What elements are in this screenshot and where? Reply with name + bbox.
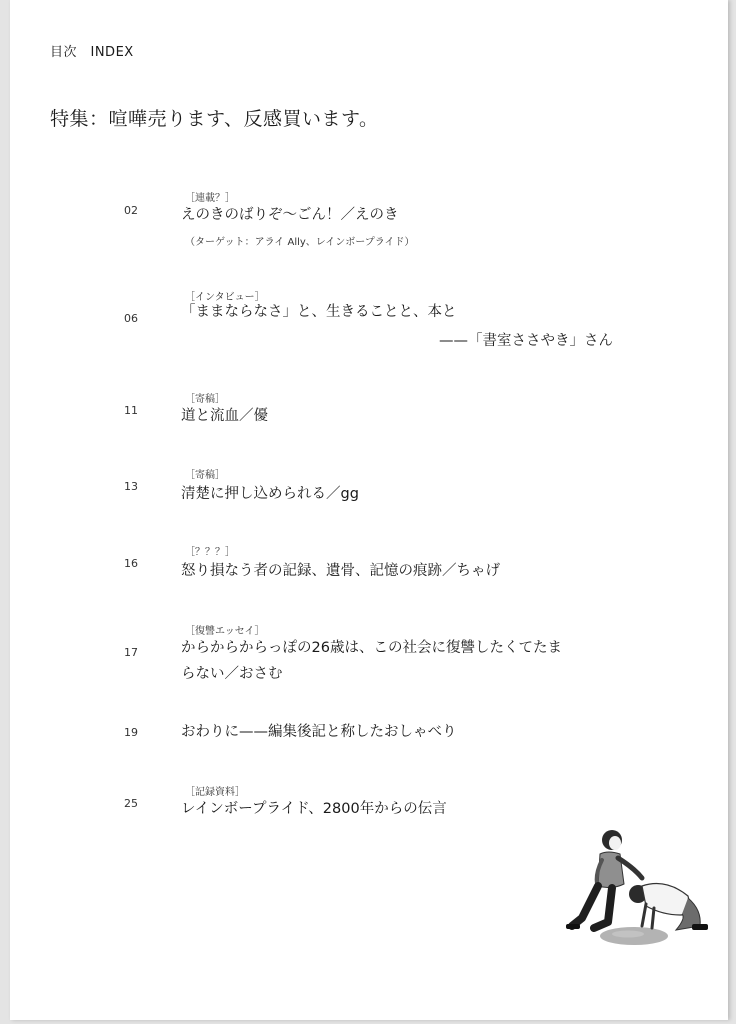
entry-title: おわりに——編集後記と称したおしゃべり (181, 724, 457, 740)
entry-title-continued: ——「書室ささやき」さん (439, 333, 613, 349)
two-figures-illustration (542, 826, 712, 956)
figure-left-legs (572, 886, 612, 928)
entry-category: ［復讐エッセイ］ (185, 626, 265, 637)
figure-right-shoe (692, 924, 708, 930)
entry-title: レインボープライド、2800年からの伝言 (181, 801, 447, 817)
page-number: 11 (124, 404, 138, 417)
page-number: 17 (124, 646, 138, 659)
figure-left-face (609, 836, 621, 850)
entry-title: 「ままならなさ」と、生きることと、本と (181, 304, 457, 320)
entry-category: ［？？？］ (185, 547, 235, 558)
entry-category: ［寄稿］ (185, 394, 225, 405)
page-number: 02 (124, 204, 138, 217)
entry-title: からからからっぽの26歳は、この社会に復讐したくてたま (181, 640, 562, 656)
page-number: 19 (124, 726, 138, 739)
page-number: 06 (124, 312, 138, 325)
puddle-highlight (612, 931, 644, 938)
entry-category: ［寄稿］ (185, 470, 225, 481)
entry-title: 清楚に押し込められる／gg (181, 486, 359, 502)
figure-left-shoe (566, 924, 580, 929)
feature-title: 特集：喧嘩売ります、反感買います。 (50, 108, 379, 130)
entry-title-continued: らない／おさむ (181, 666, 283, 682)
page-number: 16 (124, 557, 138, 570)
entry-category: ［インタビュー］ (185, 292, 265, 303)
entry-category: ［連載？］ (185, 193, 235, 204)
toc-page (10, 0, 728, 1020)
index-header: 目次 INDEX (50, 45, 134, 60)
entry-category: ［記録資料］ (185, 787, 245, 798)
entry-title: 怒り損なう者の記録、遺骨、記憶の痕跡／ちゃげ (181, 563, 500, 579)
page-number: 25 (124, 797, 138, 810)
entry-title: えのきのばりぞ〜ごん！／えのき (181, 207, 399, 223)
page-number: 13 (124, 480, 138, 493)
entry-title: 道と流血／優 (181, 408, 268, 424)
entry-note: （ターゲット：アライ Ally、レインボープライド） (185, 237, 415, 248)
